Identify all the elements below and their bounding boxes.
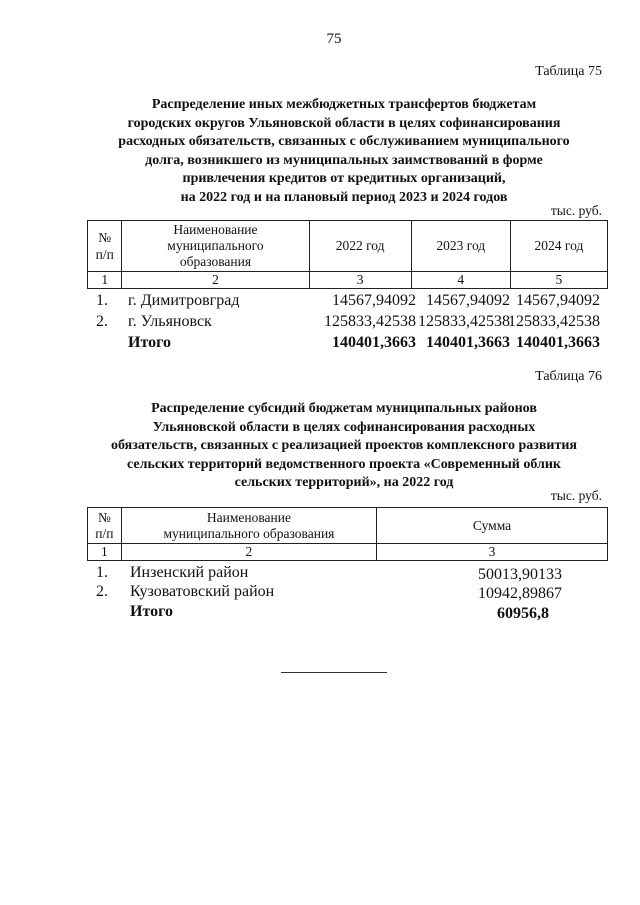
table76-title-line: Распределение субсидий бюджетам муниципальных районов bbox=[151, 401, 537, 416]
table75-total-2023: 140401,3663 bbox=[426, 334, 510, 351]
table76-label: Таблица 76 bbox=[535, 369, 602, 384]
table75-colnum: 2 bbox=[122, 272, 309, 289]
table76-header-name: Наименование муниципального образования bbox=[121, 508, 376, 544]
table76-total-label: Итого bbox=[130, 603, 173, 620]
table75-title-line: долга, возникшего из муниципальных заимствований в форме bbox=[145, 152, 543, 168]
table76-row-sum: 50013,90133 bbox=[478, 566, 562, 583]
table75-title bbox=[70, 96, 618, 207]
table75-header-name: Наименование муниципального образования bbox=[122, 221, 309, 272]
table75-row-2022: 125833,42538 bbox=[324, 313, 416, 330]
table75-title-line: расходных обязательств, связанных с обслуживанием муниципального bbox=[118, 134, 570, 149]
table75-header-2024: 2024 год bbox=[510, 221, 607, 272]
table75-colnum: 5 bbox=[510, 272, 607, 289]
table76-title bbox=[70, 400, 618, 493]
table75-row-2024: 14567,94092 bbox=[516, 292, 600, 309]
table75-row-name: г. Димитровград bbox=[128, 292, 240, 309]
table76-header-sum: Сумма bbox=[377, 508, 608, 544]
page-number: 75 bbox=[326, 31, 342, 47]
table76-row-num: 1. bbox=[96, 564, 108, 581]
table76-header-num: № п/п bbox=[88, 508, 122, 544]
table76-row-sum: 10942,89867 bbox=[478, 585, 562, 602]
table75-title-line: городских округов Ульяновской области в целях софинансирования bbox=[127, 115, 561, 131]
table75-total-2022: 140401,3663 bbox=[332, 334, 416, 351]
table75-row-2024: 125833,42538 bbox=[508, 313, 600, 330]
table76-row-name: Кузоватовский район bbox=[130, 583, 275, 600]
table75-colnum: 3 bbox=[309, 272, 411, 289]
table75-total-label: Итого bbox=[128, 334, 171, 351]
table76-colnum: 1 bbox=[88, 544, 122, 561]
table75-title-line: привлечения кредитов от кредитных организаций, bbox=[182, 171, 506, 186]
table75-colnum: 1 bbox=[88, 272, 122, 289]
table75-header-2023: 2023 год bbox=[411, 221, 510, 272]
table76-row-name: Инзенский район bbox=[130, 564, 249, 581]
table76-colnum: 2 bbox=[121, 544, 376, 561]
table75-row-2022: 14567,94092 bbox=[332, 292, 416, 309]
table75-header bbox=[87, 220, 608, 289]
table75-row-2023: 14567,94092 bbox=[426, 292, 510, 309]
table75-unit: тыс. руб. bbox=[550, 203, 602, 218]
end-divider bbox=[281, 672, 387, 673]
table75-row-name: г. Ульяновск bbox=[128, 313, 212, 330]
table76-title-line: Ульяновской области в целях софинансирования расходных bbox=[152, 419, 536, 435]
table76-total-sum: 60956,8 bbox=[497, 605, 549, 622]
table76-title-line: обязательств, связанных с реализацией проектов комплексного развития bbox=[110, 438, 578, 453]
table76-title-line: сельских территорий», на 2022 год bbox=[234, 475, 454, 490]
table76-unit: тыс. руб. bbox=[550, 488, 602, 503]
table75-label: Таблица 75 bbox=[535, 64, 602, 79]
table75-title-line: Распределение иных межбюджетных трансфертов бюджетам bbox=[151, 97, 537, 112]
table75-header-2022: 2022 год bbox=[309, 221, 411, 272]
table75-title-line: на 2022 год и на плановый период 2023 и 2024 годов bbox=[180, 189, 508, 205]
table76-header bbox=[87, 507, 608, 561]
table75-total-2024: 140401,3663 bbox=[516, 334, 600, 351]
table75-header-num: № п/п bbox=[88, 221, 122, 272]
table75-row-num: 1. bbox=[96, 292, 108, 309]
table75-row-num: 2. bbox=[96, 313, 108, 330]
table76-title-line: сельских территорий ведомственного проекта «Современный облик bbox=[126, 456, 561, 472]
table75-colnum: 4 bbox=[411, 272, 510, 289]
table76-colnum: 3 bbox=[377, 544, 608, 561]
table75-row-2023: 125833,42538 bbox=[418, 313, 510, 330]
table76-row-num: 2. bbox=[96, 583, 108, 600]
